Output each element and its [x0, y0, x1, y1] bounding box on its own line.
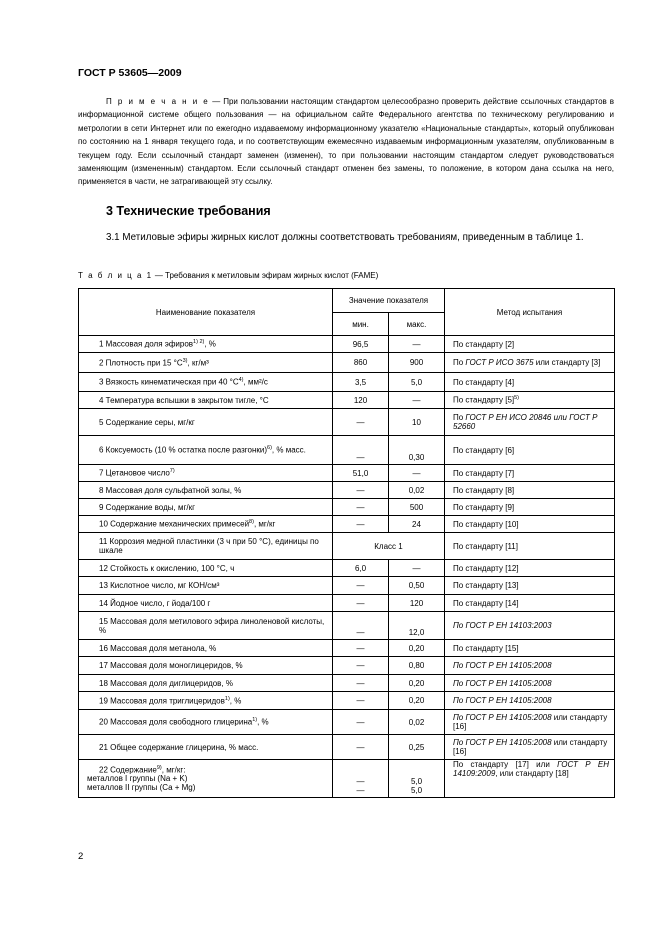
cell-name: [79, 612, 333, 640]
cell-max: 0,30: [389, 436, 445, 465]
cell-method: [445, 482, 615, 499]
cell-max: —: [389, 560, 445, 577]
table-row: [79, 353, 615, 373]
cell-name: [79, 577, 333, 595]
cell-name: [79, 640, 333, 657]
cell-min: 51,0: [333, 465, 389, 482]
cell-min: —: [333, 735, 389, 760]
cell-max: 0,02: [389, 710, 445, 735]
method-standard: По ГОСТ Р ЕН 14105:2008: [453, 713, 552, 722]
table-row: [79, 533, 615, 560]
row-name-tail: , мг/кг: [253, 519, 276, 529]
cell-method: [445, 409, 615, 436]
cell-method: [445, 533, 615, 560]
cell-method: [445, 612, 615, 640]
cell-name: [79, 735, 333, 760]
cell-method: [445, 760, 615, 798]
cell-name: [79, 560, 333, 577]
cell-method: [445, 373, 615, 392]
row-name: 17 Массовая доля моноглицеридов, %: [99, 661, 243, 670]
cell-min: 96,5: [333, 336, 389, 353]
cell-method: [445, 353, 615, 373]
method-text: По стандарту [4]: [453, 377, 515, 387]
row-name-tail: , мм²/с: [243, 377, 268, 387]
row-name: 22 Содержание: [99, 765, 157, 775]
cell-min: 6,0: [333, 560, 389, 577]
table-row: [79, 465, 615, 482]
method-suffix: или стандарту [16]: [453, 738, 608, 756]
header-max: макс.: [389, 313, 445, 336]
cell-name: [79, 392, 333, 409]
cell-min: —: [333, 482, 389, 499]
method-text: По стандарту [5]: [453, 395, 515, 405]
row-name: 20 Массовая доля свободного глицерина: [99, 717, 253, 727]
table-row: [79, 612, 615, 640]
document-code: ГОСТ Р 53605—2009: [78, 67, 182, 79]
method-text: По стандарту [10]: [453, 519, 519, 529]
cell-min: —: [333, 640, 389, 657]
cell-method: [445, 735, 615, 760]
header-min: мин.: [333, 313, 389, 336]
row-footnote: 7): [169, 468, 175, 475]
method-text: По стандарту [11]: [453, 541, 518, 551]
table-row: [79, 675, 615, 692]
header-name: Наименование показателя: [79, 289, 333, 336]
cell-method: [445, 692, 615, 710]
method-standard: ГОСТ Р ИСО 3675: [465, 358, 534, 367]
row-name-tail: , %: [257, 717, 269, 727]
method-text: По стандарту [9]: [453, 502, 515, 512]
row-name-tail: , %: [229, 696, 242, 706]
cell-method: [445, 436, 615, 465]
note-paragraph: [78, 95, 614, 189]
row-name: 11 Коррозия медной пластинки (3 ч при 50 °С), единицы по шкале: [99, 537, 319, 555]
row-footnote: 1): [224, 695, 230, 702]
cell-name: [79, 533, 333, 560]
cell-min: —: [333, 675, 389, 692]
cell-max: 900: [389, 353, 445, 373]
table-row: [79, 577, 615, 595]
row-name: 15 Массовая доля метилового эфира линоленовой кислоты, %: [99, 616, 325, 635]
table-row: [79, 516, 615, 533]
table-row: [79, 710, 615, 735]
row-name: 1 Массовая доля эфиров: [99, 339, 194, 349]
row-footnote: 6): [267, 445, 272, 452]
cell-min: —: [333, 436, 389, 465]
header-value: Значение показателя: [333, 289, 445, 313]
cell-max: 0,80: [389, 657, 445, 675]
cell-method: [445, 595, 615, 612]
row-name: 5 Содержание серы, мг/кг: [99, 417, 195, 427]
table-row: [79, 657, 615, 675]
row-name: 6 Коксуемость (10 % остатка после разгонки): [99, 445, 268, 455]
row-name: 13 Кислотное число, мг КОН/см³: [99, 581, 220, 590]
row-footnote: 3): [182, 357, 188, 364]
cell-name: [79, 760, 333, 798]
row-sub1: металлов I группы (Na + K): [87, 774, 188, 784]
method-standard: По ГОСТ Р ЕН 14105:2008: [453, 678, 552, 688]
cell-max: —: [389, 336, 445, 353]
cell-name: [79, 692, 333, 710]
method-text: По стандарту [12]: [453, 563, 519, 573]
cell-max: 12,0: [389, 612, 445, 640]
cell-method: [445, 499, 615, 516]
cell-max: 0,50: [389, 577, 445, 595]
table-row: [79, 692, 615, 710]
row-name: 9 Содержание воды, мг/кг: [99, 502, 196, 512]
cell-method: [445, 710, 615, 735]
row-sub2: металлов II группы (Ca + Mg): [87, 783, 196, 793]
cell-method: [445, 516, 615, 533]
cell-min: —: [333, 577, 389, 595]
table-row: [79, 336, 615, 353]
table-row: [79, 482, 615, 499]
cell-method: [445, 675, 615, 692]
row-name-tail: , кг/м³: [187, 358, 209, 368]
table-row: [79, 392, 615, 409]
row-name: 14 Йодное число, г йода/100 г: [99, 598, 211, 608]
cell-method: [445, 577, 615, 595]
cell-max: 120: [389, 595, 445, 612]
cell-name: [79, 516, 333, 533]
note-label: П р и м е ч а н и е: [106, 97, 210, 106]
row-name-tail: , % масс.: [271, 445, 306, 455]
cell-max: 0,20: [389, 675, 445, 692]
row-name: 21 Общее содержание глицерина, % масс.: [99, 742, 259, 752]
method-footnote: 5): [514, 395, 520, 402]
cell-name: [79, 465, 333, 482]
row-name: 3 Вязкость кинематическая при 40 °С: [99, 377, 239, 387]
table-row: [79, 640, 615, 657]
cell-name: [79, 436, 333, 465]
row-name: 19 Массовая доля триглицеридов: [99, 696, 225, 706]
cell-method: [445, 336, 615, 353]
method-text: По стандарту [7]: [453, 468, 515, 478]
table-caption: [78, 271, 378, 280]
method-prefix: По: [453, 413, 466, 422]
cell-min: —: [333, 612, 389, 640]
cell-min: 120: [333, 392, 389, 409]
method-standard: По ГОСТ Р ЕН 14105:2008: [453, 696, 552, 705]
cell-method: [445, 465, 615, 482]
method-text: По стандарту [13]: [453, 581, 519, 590]
min-value: —: [356, 777, 365, 786]
table-row: [79, 560, 615, 577]
cell-max: 24: [389, 516, 445, 533]
cell-method: [445, 640, 615, 657]
cell-min: —: [333, 692, 389, 710]
row-name-tail: , мг/кг:: [161, 765, 186, 775]
method-prefix: По стандарту [17] или: [453, 760, 558, 769]
max-value: 5,0: [410, 786, 423, 795]
cell-max: 0,02: [389, 482, 445, 499]
section-title: 3 Технические требования: [106, 204, 271, 218]
cell-max: —: [389, 465, 445, 482]
cell-method: [445, 392, 615, 409]
cell-max: 0,20: [389, 640, 445, 657]
table-row: [79, 373, 615, 392]
method-standard: ГОСТ Р ЕН ИСО 20846 или ГОСТ Р 52660: [453, 413, 598, 431]
cell-name: [79, 353, 333, 373]
method-suffix: , или стандарту [18]: [495, 769, 569, 778]
table-row: [79, 595, 615, 612]
row-name: 4 Температура вспышки в закрытом тигле, °С: [99, 395, 269, 405]
cell-max: 500: [389, 499, 445, 516]
method-text: По стандарту [6]: [453, 445, 515, 455]
cell-max: —: [389, 392, 445, 409]
cell-name: [79, 675, 333, 692]
table-row: [79, 436, 615, 465]
cell-min: —: [333, 499, 389, 516]
row-footnote: 1) 2): [193, 339, 205, 346]
page-number: 2: [78, 851, 84, 862]
max-value: 5,0: [410, 777, 423, 786]
table-row: [79, 409, 615, 436]
cell-name: [79, 595, 333, 612]
cell-max: [389, 760, 445, 798]
cell-min: —: [333, 409, 389, 436]
method-suffix: или стандарту [16]: [453, 713, 608, 731]
cell-method: [445, 560, 615, 577]
cell-name: [79, 710, 333, 735]
table-caption-text: — Требования к метиловым эфирам жирных кислот (FAME): [152, 271, 379, 280]
note-text: — При пользовании настоящим стандартом целесообразно проверить действие ссылочных стандартов в информационной системе общего пользования — на официальном сайте Федерального агентства по техническому регулированию и метрологии в сети Интернет или по ежегодно издаваемому информационному указателю «Национальные стандарты», который опубликован по состоянию на 1 января текущего года, и по соответствующим ежемесячно издаваемым информационным указателям, опубликованным в текущем году. Если ссылочный стандарт заменен (изменен), то при пользовании настоящим стандартом следует руководствоваться заменяющим (измененным) стандартом. Если ссылочный стандарт отменен без замены, то положение, в котором дана ссылка на него, применяется в части, не затрагивающей эту ссылку.: [78, 97, 614, 187]
method-text: По стандарту [14]: [453, 598, 519, 608]
method-text: По стандарту [15]: [453, 643, 519, 653]
requirements-intro: 3.1 Метиловые эфиры жирных кислот должны соответствовать требованиям, приведенным в таблице 1.: [106, 232, 584, 243]
section-paragraph: [78, 230, 614, 245]
cell-max: 5,0: [389, 373, 445, 392]
method-text: По стандарту [2]: [453, 339, 515, 349]
table-row: [79, 499, 615, 516]
row-footnote: 4): [238, 377, 244, 384]
row-name-tail: , %: [204, 339, 216, 349]
row-footnote: 8): [249, 519, 254, 526]
cell-name: [79, 657, 333, 675]
method-suffix: или стандарту [3]: [533, 358, 601, 367]
cell-value-merged: Класс 1: [333, 533, 445, 560]
min-value: —: [356, 786, 365, 795]
table-row: [79, 760, 615, 798]
cell-min: 860: [333, 353, 389, 373]
row-name: 7 Цетановое число: [99, 468, 170, 478]
method-standard: По ГОСТ Р ЕН 14105:2008: [453, 738, 552, 747]
row-name: 16 Массовая доля метанола, %: [99, 643, 217, 653]
cell-min: 3,5: [333, 373, 389, 392]
cell-max: 10: [389, 409, 445, 436]
requirements-table: [78, 288, 615, 798]
method-standard: По ГОСТ Р ЕН 14103:2003: [453, 621, 552, 630]
cell-min: —: [333, 657, 389, 675]
table-caption-label: Т а б л и ц а 1: [78, 271, 153, 280]
cell-method: [445, 657, 615, 675]
method-prefix: По: [453, 358, 466, 367]
cell-min: —: [333, 710, 389, 735]
method-standard: ГОСТ Р ЕН 14109:2009: [453, 760, 609, 778]
cell-min: [333, 760, 389, 798]
cell-name: [79, 499, 333, 516]
row-name: 8 Массовая доля сульфатной золы, %: [99, 485, 242, 495]
cell-min: —: [333, 595, 389, 612]
table-row: [79, 735, 615, 760]
cell-name: [79, 373, 333, 392]
row-footnote: 9): [156, 764, 162, 771]
cell-min: —: [333, 516, 389, 533]
row-name: 10 Содержание механических примесей: [99, 519, 250, 529]
cell-name: [79, 336, 333, 353]
row-name: 12 Стойкость к окислению, 100 °С, ч: [99, 563, 235, 573]
cell-name: [79, 482, 333, 499]
header-method: Метод испытания: [445, 289, 615, 336]
cell-max: 0,20: [389, 692, 445, 710]
cell-name: [79, 409, 333, 436]
row-name: 18 Массовая доля диглицеридов, %: [99, 678, 233, 688]
row-footnote: 1): [252, 717, 258, 724]
cell-max: 0,25: [389, 735, 445, 760]
method-text: По стандарту [8]: [453, 485, 515, 495]
row-name: 2 Плотность при 15 °С: [99, 358, 183, 368]
method-standard: По ГОСТ Р ЕН 14105:2008: [453, 661, 552, 670]
